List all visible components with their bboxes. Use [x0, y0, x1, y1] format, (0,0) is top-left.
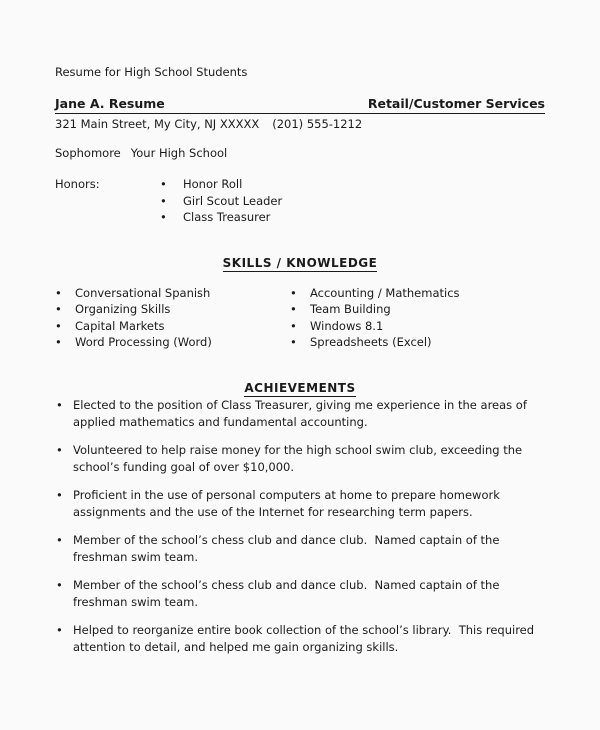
honors-list [160, 176, 282, 226]
bullet-icon [56, 397, 63, 415]
achievement-item-text: Proficient in the use of personal computers at home to prepare homework assignments and the use of the Internet for researching term papers. [73, 487, 504, 519]
achievements-section-heading [55, 380, 545, 397]
achievement-item [55, 622, 545, 657]
bullet-icon [290, 334, 297, 351]
skill-item-label: Word Processing (Word) [75, 335, 212, 349]
honors-label: Honors: [55, 177, 100, 191]
skills-column-right [290, 285, 545, 351]
bullet-icon [290, 285, 297, 302]
achievements-list [55, 397, 545, 657]
achievement-item [55, 397, 545, 432]
resume-header-row [55, 96, 545, 114]
bullet-icon [160, 176, 167, 193]
honors-item [160, 209, 282, 226]
achievement-item [55, 442, 545, 477]
achievement-item [55, 532, 545, 567]
bullet-icon [55, 301, 62, 318]
skill-item [290, 334, 545, 351]
skill-item [55, 301, 290, 318]
skills-heading-text: SKILLS / KNOWLEDGE [222, 255, 378, 270]
skill-item-label: Spreadsheets (Excel) [310, 335, 432, 349]
education-line [55, 145, 545, 161]
skills-section [55, 285, 545, 351]
grade-level-text: Sophomore [55, 146, 121, 160]
bullet-icon [55, 318, 62, 335]
achievement-item-text: Volunteered to help raise money for the high school swim club, exceeding the school’s funding goal of over $10,000. [73, 442, 526, 474]
address-text: 321 Main Street, My City, NJ XXXXX [55, 117, 260, 131]
achievement-item-text: Elected to the position of Class Treasurer, giving me experience in the areas of applied mathematics and fundamental accounting. [73, 397, 531, 429]
skills-section-heading [55, 255, 545, 272]
honors-item-label: Honor Roll [183, 177, 243, 191]
bullet-icon [55, 334, 62, 351]
skill-item-label: Organizing Skills [75, 302, 171, 316]
objective-title: Retail/Customer Services [367, 96, 545, 111]
bullet-icon [56, 442, 63, 460]
skill-item-label: Conversational Spanish [75, 285, 211, 300]
skills-column-left [55, 285, 290, 351]
skill-item [290, 318, 545, 335]
bullet-icon [160, 209, 167, 226]
skill-item-label: Capital Markets [75, 318, 165, 333]
skill-item [55, 334, 290, 351]
bullet-icon [56, 532, 63, 550]
achievements-heading-text: ACHIEVEMENTS [244, 380, 356, 395]
bullet-icon [290, 301, 297, 318]
achievement-item [55, 487, 545, 522]
achievement-item-text: Member of the school’s chess club and dance club. Named captain of the freshman swim team. [73, 532, 504, 564]
honors-item [160, 176, 282, 193]
bullet-icon [290, 318, 297, 335]
skill-item-label: Team Building [310, 302, 391, 316]
document-caption: Resume for High School Students [55, 65, 248, 79]
bullet-icon [56, 622, 63, 640]
bullet-icon [56, 577, 63, 595]
skill-item-label: Accounting / Mathematics [310, 285, 460, 300]
phone-text: (201) 555-1212 [272, 117, 363, 131]
contact-line [55, 116, 545, 133]
honors-item-label: Class Treasurer [183, 210, 271, 224]
bullet-icon [56, 487, 63, 505]
honors-item-label: Girl Scout Leader [183, 193, 283, 208]
skill-item [55, 285, 290, 302]
honors-section [55, 176, 545, 226]
skill-item-label: Windows 8.1 [310, 318, 384, 333]
school-name-text: Your High School [130, 146, 228, 160]
skill-item [290, 301, 545, 318]
achievement-item [55, 577, 545, 612]
bullet-icon [55, 285, 62, 302]
skill-item [55, 318, 290, 335]
bullet-icon [160, 193, 167, 210]
honors-item [160, 193, 282, 210]
achievement-item-text: Member of the school’s chess club and dance club. Named captain of the freshman swim team. [73, 577, 504, 609]
candidate-name: Jane A. Resume [55, 96, 165, 111]
skill-item [290, 285, 545, 302]
achievement-item-text: Helped to reorganize entire book collection of the school’s library. This required attention to detail, and helped me gain organizing skills. [73, 622, 538, 654]
